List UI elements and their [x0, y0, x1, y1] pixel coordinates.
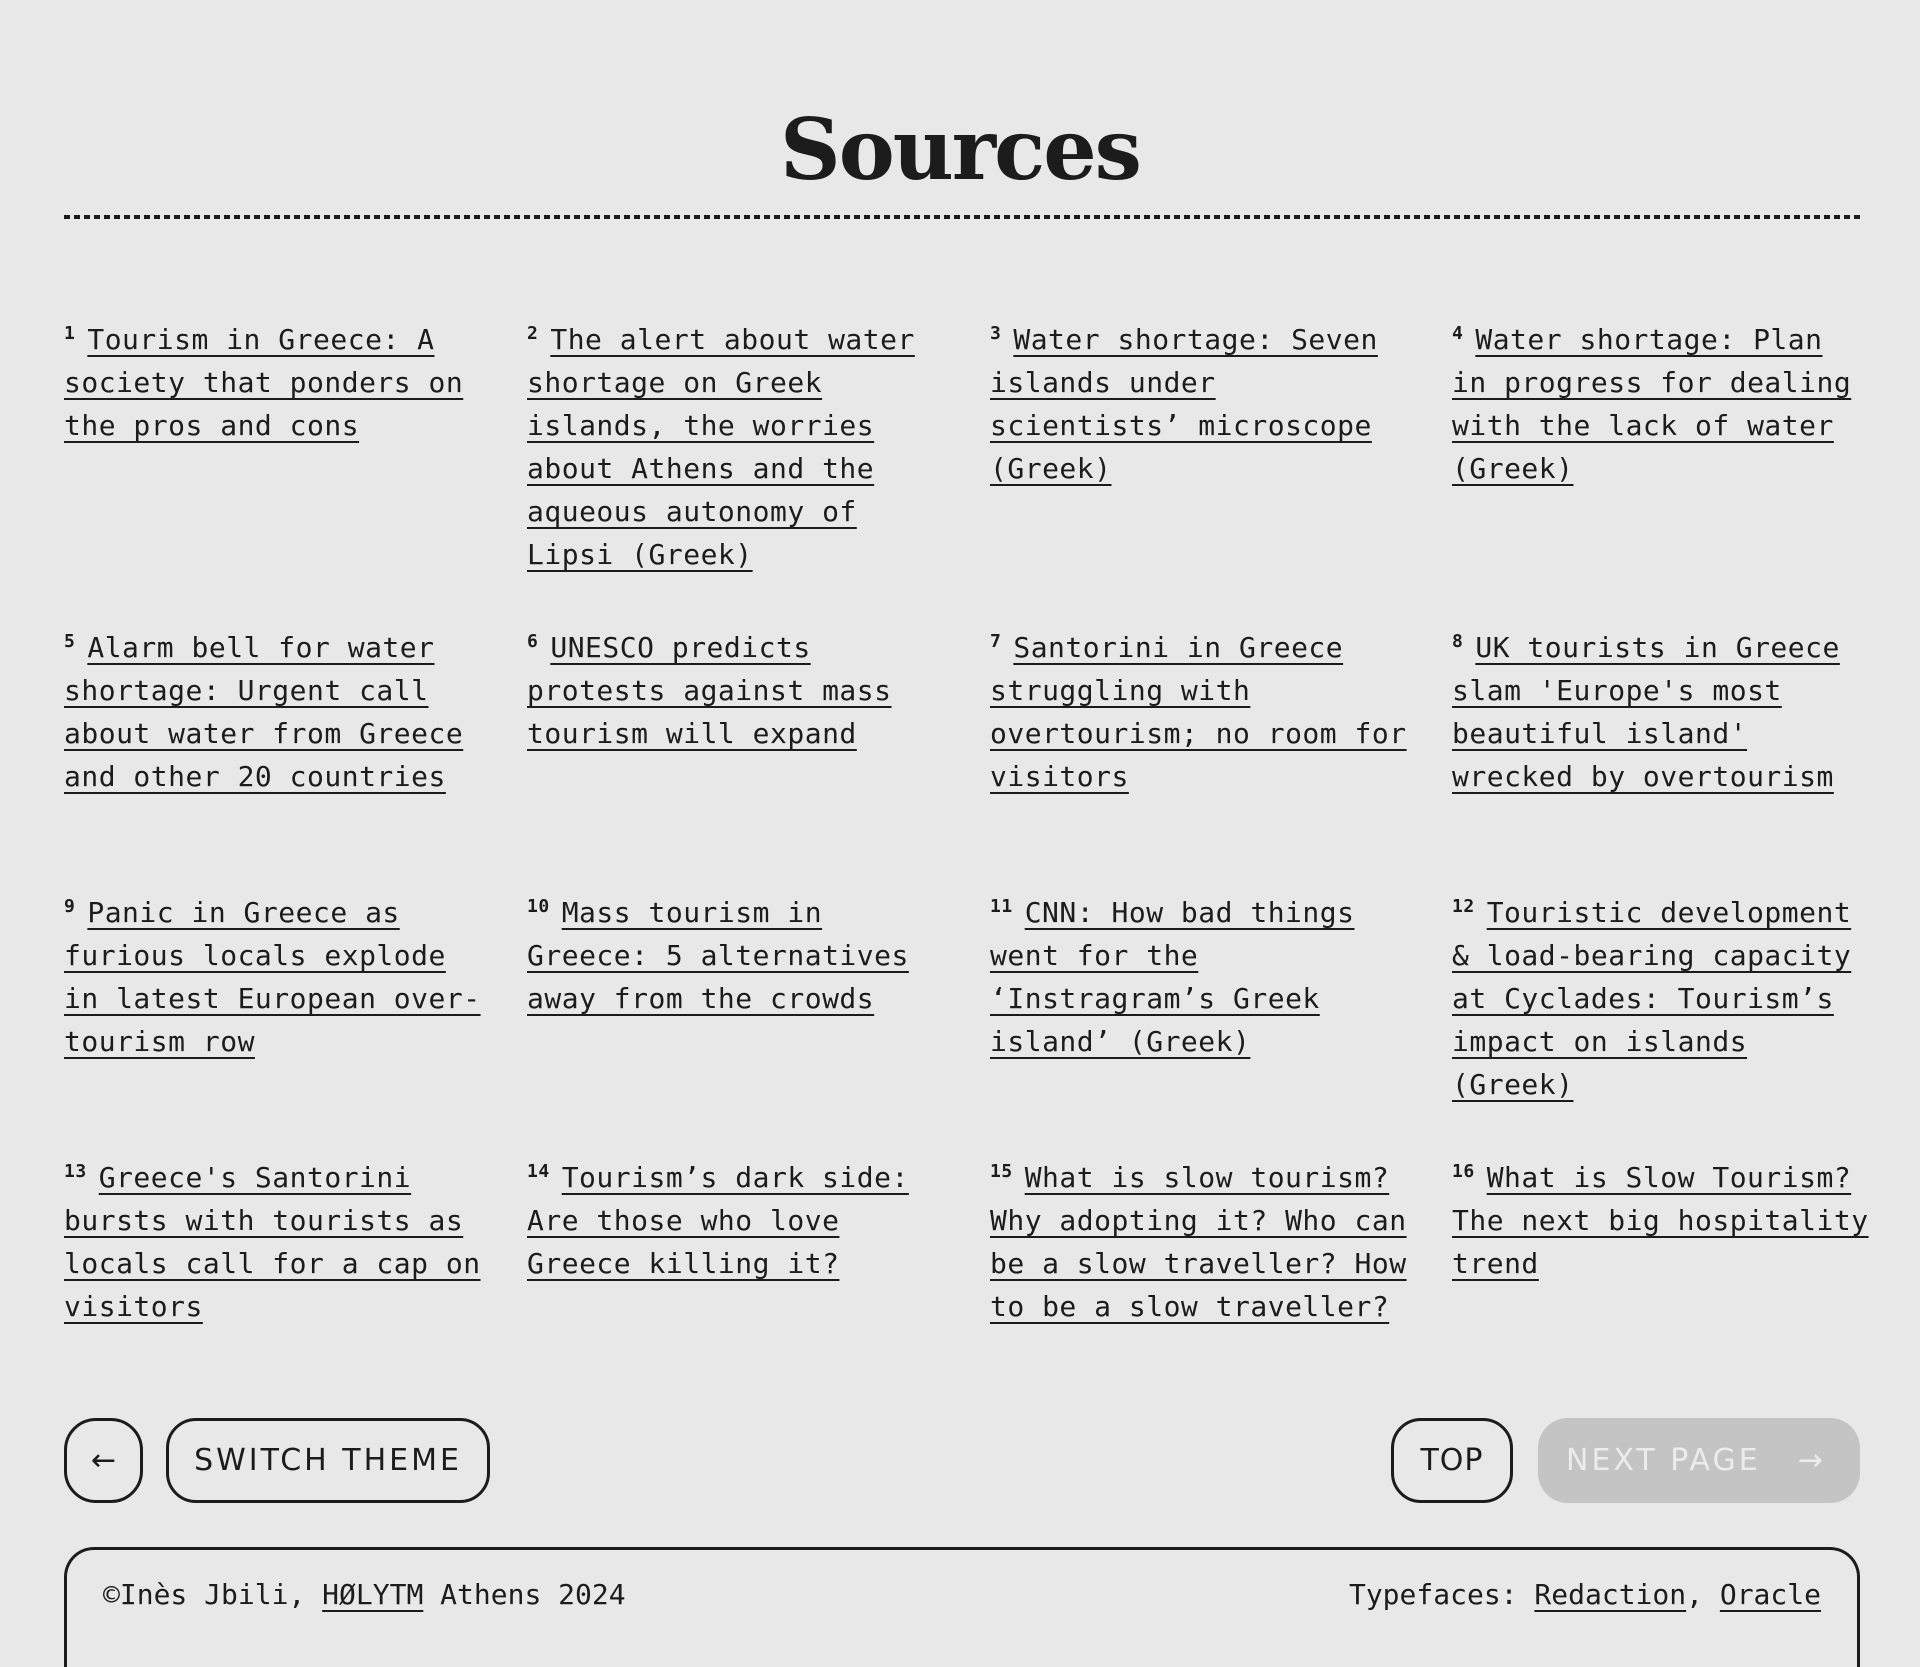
source-item	[64, 1156, 484, 1328]
source-link[interactable]: Tourism’s dark side: Are those who love Greece killing it?	[527, 1161, 909, 1280]
source-item	[1452, 626, 1872, 798]
separator: ,	[1686, 1578, 1720, 1611]
footnote-number: 4	[1452, 323, 1464, 344]
source-link[interactable]: UK tourists in Greece slam 'Europe's most beautiful island' wrecked by overtourism	[1452, 631, 1840, 793]
source-item	[64, 626, 484, 798]
top-button[interactable]	[1391, 1418, 1513, 1503]
source-link[interactable]: Alarm bell for water shortage: Urgent call about water from Greece and other 20 countries	[64, 631, 464, 793]
footer	[64, 1547, 1860, 1667]
source-item	[527, 1156, 947, 1285]
source-item	[1452, 318, 1872, 490]
footnote-number: 6	[527, 631, 539, 652]
footnote-number: 3	[990, 323, 1002, 344]
source-link[interactable]: Water shortage: Seven islands under scientists’ microscope (Greek)	[990, 323, 1378, 485]
source-link[interactable]: Water shortage: Plan in progress for dealing with the lack of water (Greek)	[1452, 323, 1852, 485]
source-item	[1452, 891, 1872, 1106]
place-year-text: Athens 2024	[423, 1578, 626, 1611]
source-link[interactable]: CNN: How bad things went for the ‘Instragram’s Greek island’ (Greek)	[990, 896, 1355, 1058]
arrow-left-icon: ←	[90, 1443, 117, 1478]
switch-theme-label: SWITCH THEME	[194, 1443, 462, 1478]
studio-link[interactable]: HØLYTM	[322, 1578, 424, 1611]
source-link[interactable]: What is slow tourism? Why adopting it? Who can be a slow traveller? How to be a slow traveller?	[990, 1161, 1407, 1323]
source-link[interactable]: What is Slow Tourism? The next big hospitality trend	[1452, 1161, 1869, 1280]
source-link[interactable]: Touristic development & load-bearing capacity at Cyclades: Tourism’s impact on islands (Greek)	[1452, 896, 1852, 1101]
dotted-divider	[64, 215, 1860, 219]
back-button[interactable]	[64, 1418, 143, 1503]
source-link[interactable]: Panic in Greece as furious locals explode in latest European over-tourism row	[64, 896, 481, 1058]
footnote-number: 12	[1452, 896, 1475, 917]
source-item	[990, 1156, 1410, 1328]
source-item	[527, 626, 947, 755]
typeface-link-redaction[interactable]: Redaction	[1534, 1578, 1687, 1611]
source-item	[990, 318, 1410, 490]
typeface-link-oracle[interactable]: Oracle	[1719, 1578, 1821, 1611]
source-item	[64, 318, 484, 447]
footer-credits	[103, 1578, 626, 1611]
source-link[interactable]: UNESCO predicts protests against mass tourism will expand	[527, 631, 892, 750]
footnote-number: 15	[990, 1161, 1013, 1182]
footnote-number: 8	[1452, 631, 1464, 652]
top-label: TOP	[1420, 1443, 1484, 1478]
source-item	[527, 318, 947, 576]
copyright-text: ©Inès Jbili,	[103, 1578, 323, 1611]
footnote-number: 16	[1452, 1161, 1475, 1182]
footnote-number: 13	[64, 1161, 87, 1182]
next-page-label: NEXT PAGE	[1566, 1443, 1761, 1478]
next-page-button[interactable]	[1538, 1418, 1860, 1503]
footnote-number: 5	[64, 631, 76, 652]
source-link[interactable]: Mass tourism in Greece: 5 alternatives away from the crowds	[527, 896, 909, 1015]
footnote-number: 10	[527, 896, 550, 917]
footnote-number: 2	[527, 323, 539, 344]
source-item	[990, 891, 1410, 1063]
source-item	[1452, 1156, 1872, 1285]
page-title: Sources	[780, 100, 1140, 199]
footnote-number: 14	[527, 1161, 550, 1182]
footnote-number: 11	[990, 896, 1013, 917]
source-link[interactable]: Tourism in Greece: A society that ponders on the pros and cons	[64, 323, 464, 442]
source-link[interactable]: Santorini in Greece struggling with overtourism; no room for visitors	[990, 631, 1407, 793]
source-link[interactable]: Greece's Santorini bursts with tourists as locals call for a cap on visitors	[64, 1161, 481, 1323]
source-item	[527, 891, 947, 1020]
source-item	[990, 626, 1410, 798]
footnote-number: 9	[64, 896, 76, 917]
footnote-number: 7	[990, 631, 1002, 652]
source-link[interactable]: The alert about water shortage on Greek islands, the worries about Athens and the aqueous autonomy of Lipsi (Greek)	[527, 323, 915, 571]
arrow-right-icon: →	[1797, 1443, 1826, 1478]
footnote-number: 1	[64, 323, 76, 344]
typefaces-label: Typefaces:	[1348, 1578, 1535, 1611]
footer-typefaces	[1349, 1578, 1821, 1611]
switch-theme-button[interactable]	[166, 1418, 490, 1503]
source-item	[64, 891, 484, 1063]
